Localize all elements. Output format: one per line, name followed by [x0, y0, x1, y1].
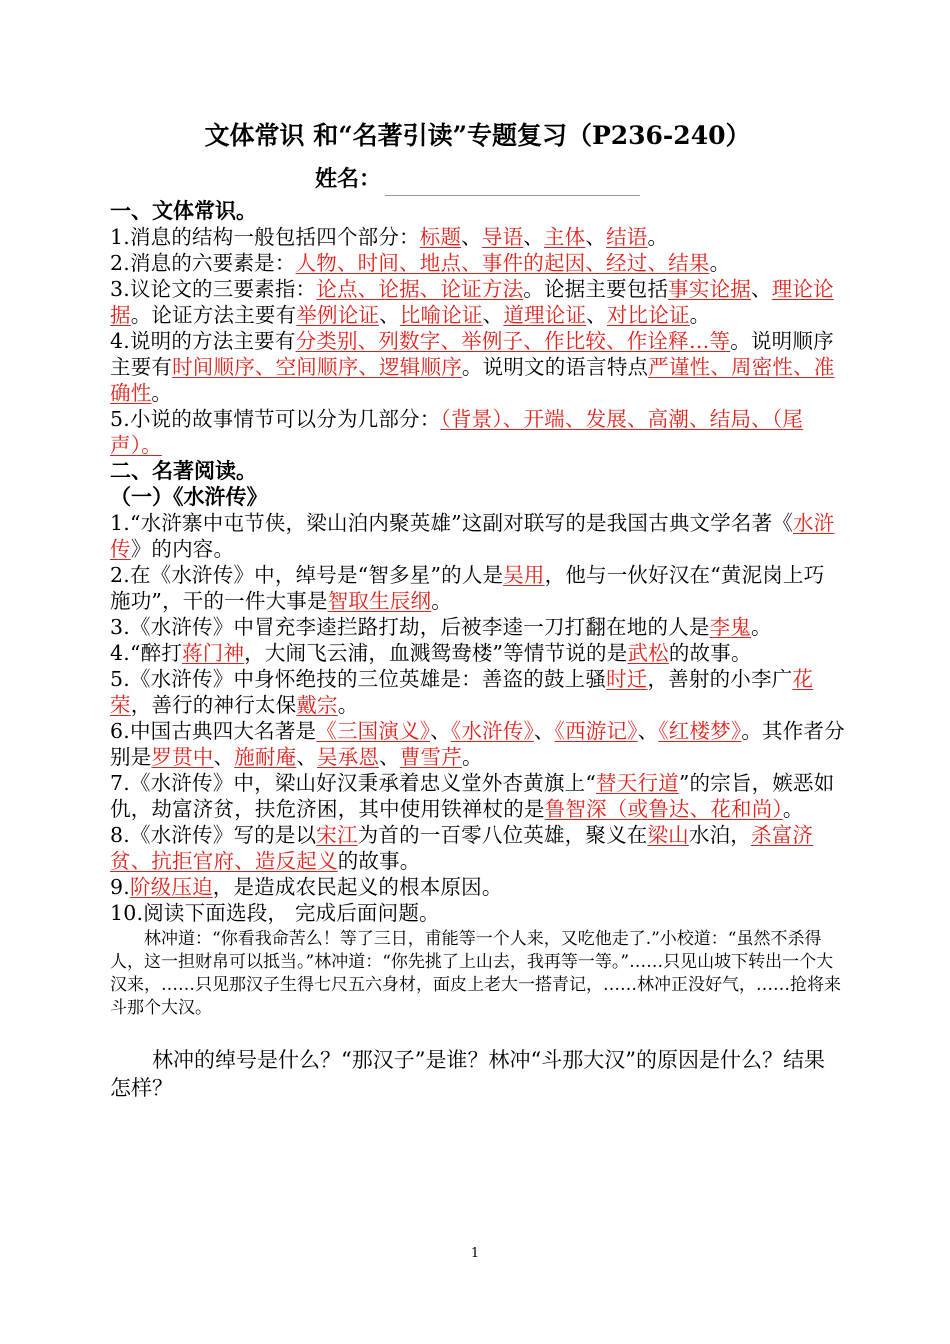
classics-item-9: 9.阶级压迫，是造成农民起义的根本原因。 [110, 875, 503, 899]
section-heading-classics: 二、名著阅读。 [110, 458, 257, 483]
name-blank [385, 173, 640, 196]
item-1: 1.消息的结构一般包括四个部分：标题、导语、主体、结语。 [110, 225, 669, 249]
item-3: 3.议论文的三要素指：论点、论据、论证方法。论据主要包括事实论据、理论论据。论证方法主要有举例论证、比喻论证、道理论证、对比论证。 [110, 277, 834, 327]
item-4: 4.说明的方法主要有分类别、列数字、举例子、作比较、作诠释…等。说明顺序主要有时间顺序、空间顺序、逻辑顺序。说明文的语言特点严谨性、周密性、准确性。 [110, 329, 835, 405]
classics-item-7: 7.《水浒传》中，梁山好汉秉承着忠义堂外杏黄旗上“替天行道”的宗旨，嫉恶如仇，劫富济贫，扶危济困，其中使用铁禅杖的是鲁智深（或鲁达、花和尚）。 [110, 771, 835, 821]
name-label: 姓名： [314, 166, 381, 192]
classics-item-2: 2.在《水浒传》中，绰号是“智多星”的人是吴用，他与一伙好汉在“黄泥岗上巧施功”，干的一件大事是智取生辰纲。 [110, 563, 825, 613]
classics-item-5: 5.《水浒传》中身怀绝技的三位英雄是：善盗的鼓上骚时迁，善射的小李广花荣，善行的神行太保戴宗。 [110, 667, 814, 717]
classics-item-1: 1.“水浒寨中屯节侠，梁山泊内聚英雄”这副对联写的是我国古典文学名著《水浒传》的内容。 [110, 511, 835, 561]
classics-item-8: 8.《水浒传》写的是以宋江为首的一百零八位英雄，聚义在梁山水泊，杀富济贫、抗拒官府、造反起义的故事。 [110, 823, 814, 873]
document-body [110, 116, 845, 1102]
page-number: 1 [470, 1246, 480, 1261]
name-field [110, 162, 845, 196]
classics-item-10: 10.阅读下面选段， 完成后面问题。 [110, 901, 440, 925]
subsection-heading-shuihu: （一）《水浒传》 [110, 484, 268, 509]
reading-question: 林冲的绰号是什么？“那汉子”是谁？林冲“斗那大汉”的原因是什么？结果怎样？ [110, 1048, 825, 1100]
classics-item-6: 6.中国古典四大名著是《三国演义》、《水浒传》、《西游记》、《红楼梦》。其作者分别是罗贯中、施耐庵、吴承恩、曹雪芹。 [110, 719, 845, 769]
classics-item-3: 3.《水浒传》中冒充李逵拦路打劫，后被李逵一刀打翻在地的人是李鬼。 [110, 615, 772, 639]
reading-passage: 林冲道：“你看我命苦么！等了三日，甫能等一个人来，又吃他走了.”小校道：“虽然不杀得人，这一担财帛可以抵当。”林冲道：“你先挑了上山去，我再等一等。”……只见山坡下转出一个大汉来，……只见那汉子生得七尺五六身材，面皮上老大一搭青记，……林冲正没好气，……抢将来斗那个大汉。 [110, 929, 841, 1018]
item-5: 5.小说的故事情节可以分为几部分：（背景）、开端、发展、高潮、结局、（尾声）。 [110, 407, 804, 457]
classics-item-4: 4.“醉打蒋门神，大闹飞云浦，血溅鸳鸯楼”等情节说的是武松的故事。 [110, 641, 752, 665]
item-2: 2.消息的六要素是：人物、时间、地点、事件的起因、经过、结果。 [110, 251, 731, 275]
page-title: 文体常识 和“名著引读”专题复习（P236-240） [204, 121, 751, 150]
section-heading-genre: 一、文体常识。 [110, 198, 257, 223]
